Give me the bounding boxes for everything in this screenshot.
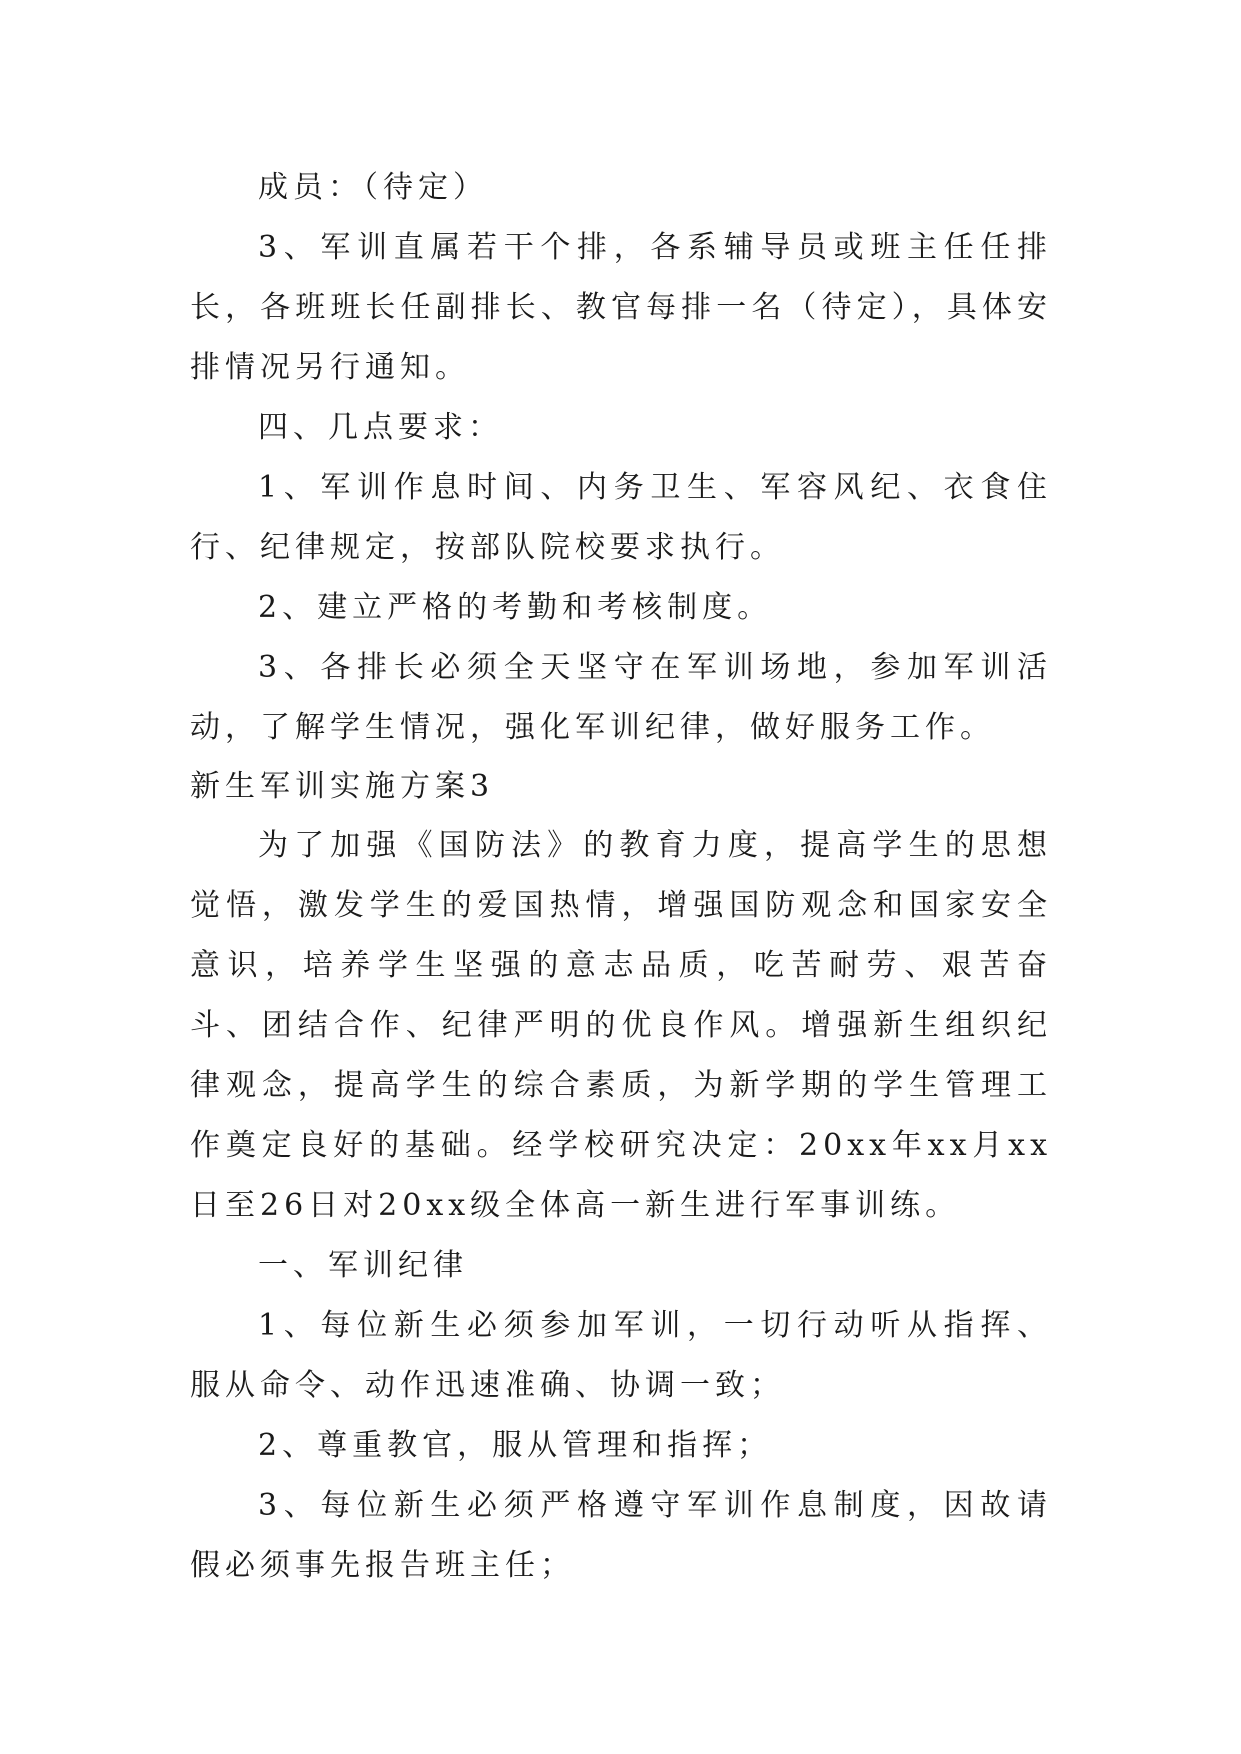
paragraph-requirement-1: 1、军训作息时间、内务卫生、军容风纪、衣食住行、纪律规定，按部队院校要求执行。 [190,470,1052,565]
paragraph-members: 成员：（待定） [258,170,488,205]
paragraph-discipline-1: 1、每位新生必须参加军训，一切行动听从指挥、服从命令、动作迅速准确、协调一致； [190,1308,1052,1403]
paragraph-purpose: 为了加强《国防法》的教育力度，提高学生的思想觉悟，激发学生的爱国热情，增强国防观念和国家安全意识，培养学生坚强的意志品质，吃苦耐劳、艰苦奋斗、团结合作、纪律严明的优良作风。增强新生组织纪律观念，提高学生的综合素质，为新学期的学生管理工作奠定良好的基础。经学校研究决定：20xx年xx月xx日至26日对20xx级全体高一新生进行军事训练。 [190,828,1052,1223]
paragraph-discipline-2: 2、尊重教官，服从管理和指挥； [258,1428,773,1463]
document-body [190,158,1052,1596]
paragraph-requirement-3: 3、各排长必须全天坚守在军训场地，参加军训活动，了解学生情况，强化军训纪律，做好服务工作。 [190,650,1052,745]
document-title: 新生军训实施方案3 [190,769,495,804]
paragraph-discipline-3: 3、每位新生必须严格遵守军训作息制度，因故请假必须事先报告班主任； [190,1488,1052,1583]
section-heading-requirements: 四、几点要求： [258,410,503,445]
paragraph-platoon-arrangement: 3、军训直属若干个排，各系辅导员或班主任任排长，各班班长任副排长、教官每排一名（待定），具体安排情况另行通知。 [190,230,1052,385]
section-heading-discipline: 一、军训纪律 [258,1248,468,1283]
paragraph-requirement-2: 2、建立严格的考勤和考核制度。 [258,590,773,625]
